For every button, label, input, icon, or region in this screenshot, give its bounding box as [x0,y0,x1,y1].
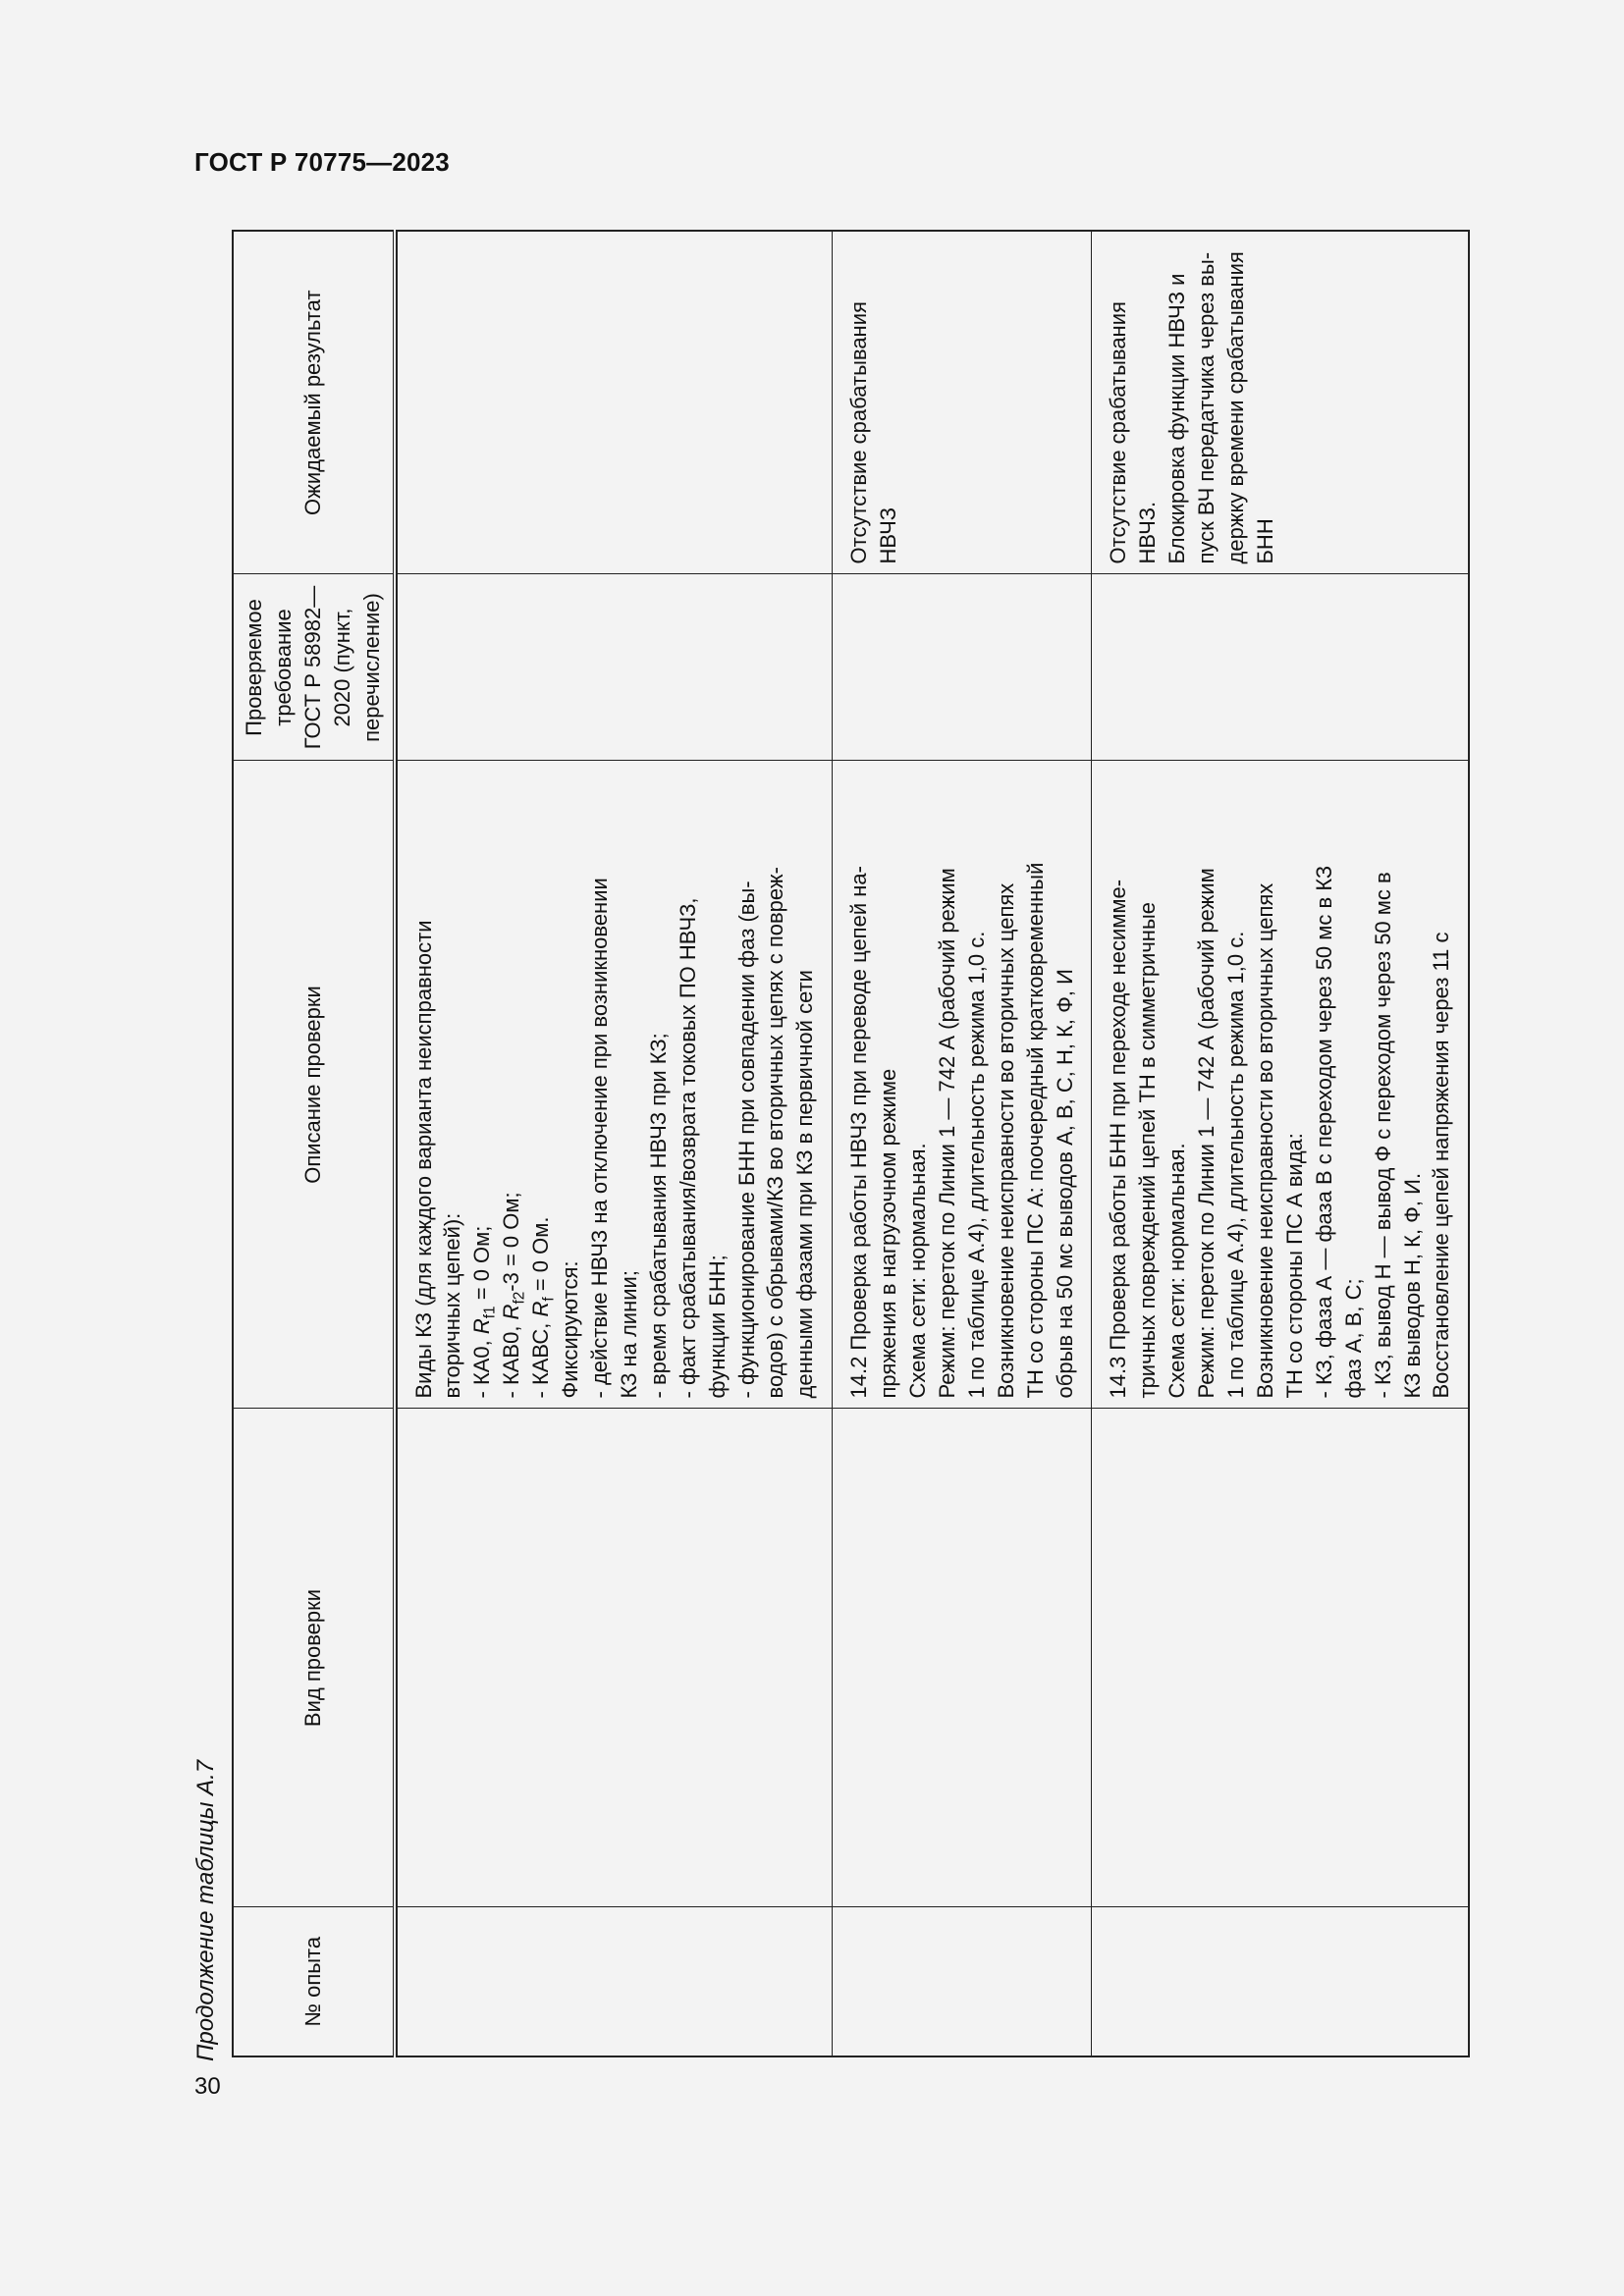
desc-line: - функционирование БНН при совпадении фаз (вы- [733,881,759,1399]
desc-line: 1 по таблице А.4), длительность режима 1,0 с. [963,931,989,1399]
desc-line: Восстановление цепей напряжения через 11 с [1429,932,1454,1399]
document-title: ГОСТ Р 70775—2023 [194,147,450,177]
test-table [232,230,1470,2057]
col-header-kind: Вид проверки [233,1409,395,1907]
desc-line: - КАВ0, $R_{f2}-3 = 0$ Ом; [499,1192,528,1399]
cell-description [1092,761,1469,1409]
desc-line: функции БНН; [704,1255,730,1399]
desc-line: - факт срабатывания/возврата токовых ПО НВЧЗ, [675,897,700,1399]
col-header-requirement: Проверяемое требование ГОСТ Р 58982—2020 (пункт, перечисление) [233,574,395,761]
table-header-row [233,231,395,2056]
result-line: держку времени срабатывания [1223,251,1249,564]
desc-line: - время срабатывания НВЧЗ при КЗ; [645,1033,671,1399]
cell-num [397,1907,833,2056]
result-line: Блокировка функции НВЧЗ и [1164,273,1190,564]
cell-kind [397,1409,833,1907]
desc-line: водов) с обрывами/КЗ во вторичных цепях с повреж- [763,867,788,1399]
desc-line: фаз А, В, С; [1340,1278,1366,1399]
desc-line: денными фазами при КЗ в первичной сети [792,970,818,1399]
cell-requirement [397,574,833,761]
col-header-description: Описание проверки [233,761,395,1409]
cell-kind [1092,1409,1469,1907]
page-number: 30 [194,2073,221,2100]
cell-requirement [833,574,1092,761]
desc-line: пряжения в нагрузочном режиме [876,1068,901,1399]
cell-num [1092,1907,1469,2056]
table-caption: Продолжение таблицы А.7 [192,1759,219,2061]
desc-line: Фиксируются: [558,1260,583,1399]
rotated-table-container [232,232,1454,2057]
table-row [1092,231,1469,2056]
cell-result [833,231,1092,574]
cell-description [833,761,1092,1409]
desc-line: ТН со стороны ПС А: поочередный кратковременный [1022,862,1048,1399]
desc-line: вторичных цепей): [440,1212,465,1399]
desc-line: 14.2 Проверка работы НВЧЗ при переводе цепей на- [846,866,872,1399]
desc-line: Режим: переток по Линии 1 — 742 А (рабочий режим [1194,868,1219,1399]
desc-line: - КА0, $R_{f1} = 0$ Ом; [469,1225,499,1399]
cell-num [833,1907,1092,2056]
desc-line: - КАВС, $R_f = 0$ Ом. [528,1216,558,1399]
col-header-result: Ожидаемый результат [233,231,395,574]
desc-line: Возникновение неисправности во вторичных цепях [1253,882,1277,1399]
desc-line: - КЗ, вывод Н — вывод Ф с переходом через 50 мс в [1370,872,1395,1399]
cell-kind [833,1409,1092,1907]
cell-description [397,761,833,1409]
cell-result [1092,231,1469,574]
result-line: БНН [1253,518,1277,564]
desc-line: Схема сети: нормальная. [905,1143,931,1399]
result-line: НВЧЗ. [1135,501,1161,564]
desc-line: Возникновение неисправности во вторичных цепях [993,882,1018,1399]
table-row [397,231,833,2056]
cell-requirement [1092,574,1469,761]
result-line: Отсутствие срабатывания [846,301,872,564]
desc-line: 14.3 Проверка работы БНН при переходе несимме- [1106,879,1131,1399]
desc-line: Режим: переток по Линии 1 — 742 А (рабочий режим [934,868,959,1399]
desc-line: Виды КЗ (для каждого варианта неисправности [410,920,436,1399]
desc-line: тричных повреждений цепей ТН в симметричные [1135,901,1161,1399]
desc-line: 1 по таблице А.4), длительность режима 1,0 с. [1223,931,1249,1399]
desc-line: - действие НВЧЗ на отключение при возникновении [586,878,612,1399]
cell-result [397,231,833,574]
result-line: НВЧЗ [876,507,901,564]
desc-line: Схема сети: нормальная. [1164,1143,1190,1399]
table-row [833,231,1092,2056]
desc-line: - КЗ, фаза А — фаза В с переходом через 50 мс в КЗ [1311,865,1336,1399]
desc-line: КЗ на линии; [616,1270,641,1399]
desc-line: ТН со стороны ПС А вида: [1281,1133,1307,1399]
desc-line: обрыв на 50 мс выводов А, В, С, Н, К, Ф, И [1052,969,1077,1399]
col-header-num: № опыта [233,1907,395,2056]
result-line: пуск ВЧ передатчика через вы- [1194,251,1219,564]
result-line: Отсутствие срабатывания [1106,301,1131,564]
desc-line: КЗ выводов Н, К, Ф, И. [1399,1172,1425,1399]
